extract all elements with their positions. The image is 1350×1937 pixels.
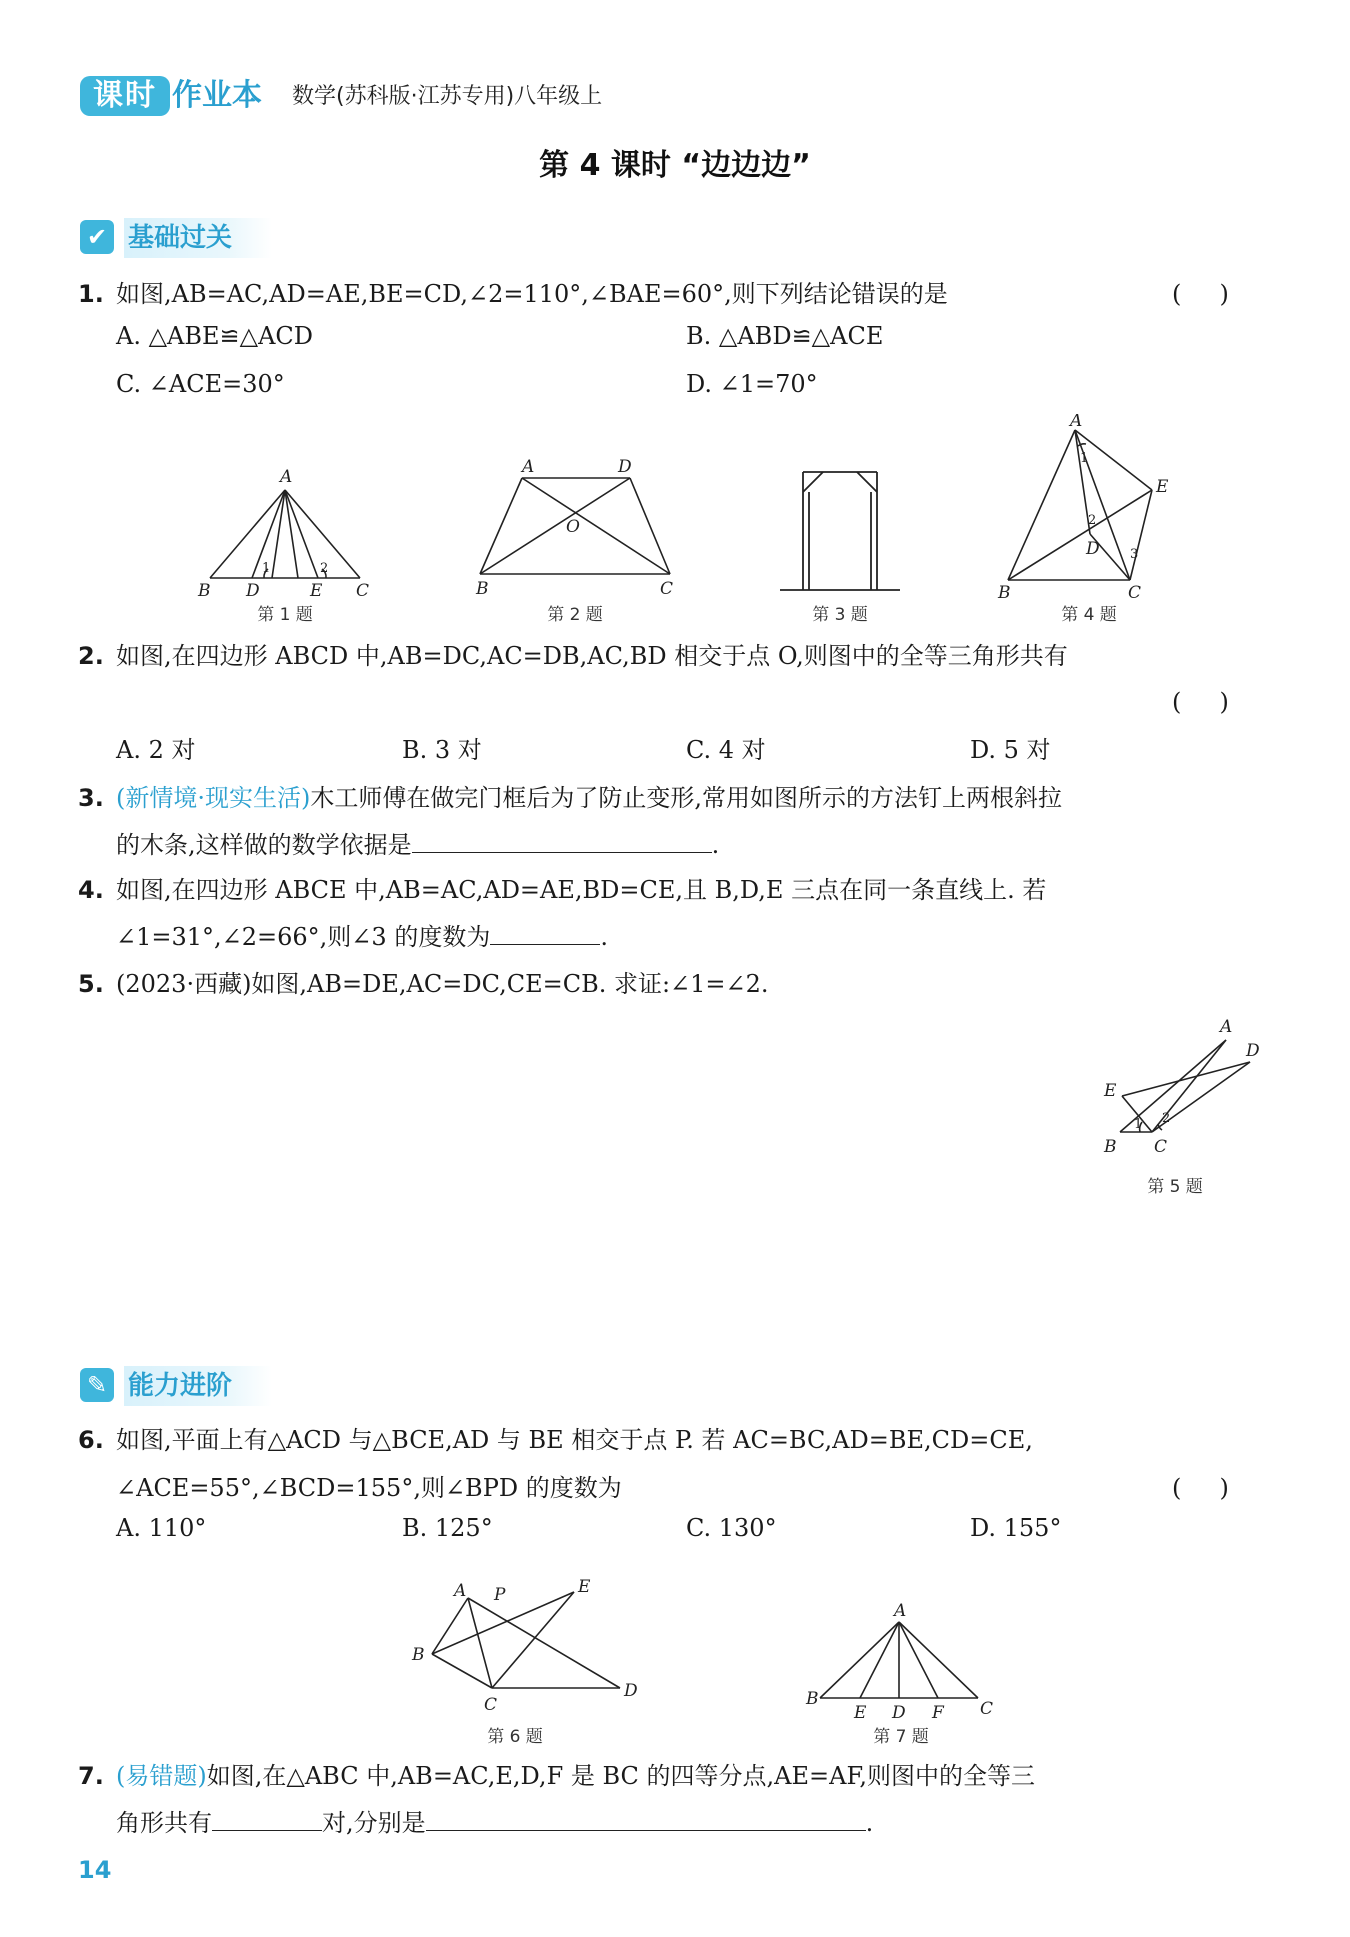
figure-caption: 第 1 题 [257,605,313,625]
question-tag: (易错题) [116,1762,207,1790]
figure-caption: 第 5 题 [1147,1177,1203,1197]
figure-1 [190,460,390,600]
point-label: A [1220,1017,1233,1037]
answer-paren[interactable]: ( ) [1172,688,1229,716]
angle-label: 3 [1130,547,1139,562]
question-text-line: 角形共有 [116,1809,212,1837]
question-text-line: ∠ACE=55°,∠BCD=155°,则∠BPD 的度数为 [116,1474,622,1502]
lesson-title: 第 4 课时 “边边边” [539,148,811,183]
point-label: D [624,1681,638,1701]
question-7 [0,1754,1350,1798]
question-number: 5. [78,970,104,998]
question-text: (2023·西藏)如图,AB=DE,AC=DC,CE=CB. 求证:∠1=∠2. [116,970,769,998]
point-label: A [1070,414,1083,431]
answer-blank[interactable] [490,914,600,945]
answer-blank-count[interactable] [212,1800,322,1831]
question-6-line2 [0,1466,1350,1510]
option-a[interactable]: A. 2 对 [116,736,196,764]
figure-caption: 第 4 题 [1061,605,1117,625]
question-text: 如图,AB=AC,AD=AE,BE=CD,∠2=110°,∠BAE=60°,则下列结论错误的是 [116,280,948,308]
angle-label: 1 [1080,451,1089,466]
point-label: F [932,1703,944,1723]
question-text: 如图,平面上有△ACD 与△BCE,AD 与 BE 相交于点 P. 若 AC=BC,AD=BE,CD=CE, [116,1426,1033,1454]
point-label: E [1156,477,1169,497]
angle-label: 2 [1162,1111,1171,1126]
option-d[interactable]: D. 155° [970,1514,1062,1542]
figure-caption: 第 3 题 [812,605,868,625]
point-label: D [1246,1041,1260,1061]
question-3 [0,776,1350,820]
question-number: 4. [78,876,104,904]
point-label: O [566,517,580,537]
option-b[interactable]: B. 3 对 [402,736,482,764]
question-4-line2 [116,914,608,959]
question-2-paren-row [0,680,1350,724]
figure-7 [800,1600,1000,1724]
option-c[interactable]: C. 130° [686,1514,777,1542]
brand-logo: 课时 [80,76,170,116]
point-label: A [280,467,293,487]
point-label: B [476,579,489,599]
figure-caption: 第 6 题 [487,1727,543,1747]
option-c[interactable]: C. ∠ACE=30° [116,370,285,398]
angle-label: 2 [1088,513,1097,528]
answer-blank-pairs[interactable] [426,1800,866,1831]
answer-paren[interactable]: ( ) [1172,1474,1229,1502]
figure-6 [380,1570,650,1720]
question-number: 3. [78,784,104,812]
point-label: B [412,1645,425,1665]
figure-5 [1090,1012,1270,1162]
angle-label: 1 [1134,1117,1143,1132]
question-text-line: ∠1=31°,∠2=66°,则∠3 的度数为 [116,923,491,951]
brand-name: 作业本 [172,78,262,113]
point-label: E [578,1577,591,1597]
option-d[interactable]: D. 5 对 [970,736,1051,764]
section-header-advanced [80,1366,480,1406]
point-label: B [806,1689,819,1709]
section-header-basic [80,218,480,258]
point-label: C [1154,1137,1168,1157]
section-label: 基础过关 [124,218,272,258]
point-label: D [618,457,632,477]
question-text: 如图,在四边形 ABCD 中,AB=DC,AC=DB,AC,BD 相交于点 O,则图中的全等三角形共有 [116,642,1068,670]
point-label: E [1104,1081,1117,1101]
page-number: 14 [78,1856,112,1884]
point-label: D [246,581,260,600]
sentence-end: . [865,1809,874,1837]
question-tag: (新情境·现实生活) [116,784,311,812]
point-label: A [522,457,535,477]
question-4 [0,868,1350,912]
pencil-icon: ✎ [80,1368,114,1402]
figure-2 [470,456,690,600]
check-icon: ✔ [80,220,114,254]
point-label: C [660,579,674,599]
question-3-line2 [116,822,719,867]
angle-label: 1 [262,561,271,576]
point-label: C [356,581,370,600]
point-label: A [454,1581,467,1601]
question-number: 6. [78,1426,104,1454]
question-text-line: 的木条,这样做的数学依据是 [116,831,412,859]
option-a[interactable]: A. 110° [116,1514,207,1542]
answer-paren[interactable]: ( ) [1172,280,1229,308]
point-label: P [494,1585,506,1605]
point-label: C [484,1695,498,1715]
point-label: D [892,1703,906,1723]
question-1 [0,272,1350,316]
point-label: B [998,583,1011,600]
point-label: A [894,1601,907,1621]
point-label: E [854,1703,867,1723]
question-text-line: 对,分别是 [322,1809,426,1837]
question-text-line: 木工师傅在做完门框后为了防止变形,常用如图所示的方法钉上两根斜拉 [310,784,1062,812]
option-b[interactable]: B. 125° [402,1514,493,1542]
sentence-end: . [711,831,720,859]
book-subject: 数学(苏科版·江苏专用)八年级上 [292,84,603,109]
answer-blank[interactable] [412,822,712,853]
figure-caption: 第 7 题 [873,1727,929,1747]
question-number: 7. [78,1762,104,1790]
figure-caption: 第 2 题 [547,605,603,625]
point-label: B [1104,1137,1117,1157]
point-label: D [1086,539,1100,559]
figure-4 [990,414,1190,600]
option-c[interactable]: C. 4 对 [686,736,766,764]
point-label: E [310,581,323,600]
option-d[interactable]: D. ∠1=70° [686,370,818,398]
sentence-end: . [600,923,608,951]
figure-3-door-frame [775,466,905,600]
question-text: 如图,在四边形 ABCE 中,AB=AC,AD=AE,BD=CE,且 B,D,E 三点在同一条直线上. 若 [116,876,1047,904]
question-6 [0,1418,1350,1462]
question-text [116,776,1062,820]
question-number: 2. [78,642,104,670]
question-number: 1. [78,280,104,308]
question-7-line2 [116,1800,873,1845]
point-label: C [980,1699,994,1719]
question-text [116,1754,1035,1798]
point-label: C [1128,583,1142,600]
question-2 [0,634,1350,678]
proof-answer-area[interactable] [116,1010,1076,1340]
option-a[interactable]: A. △ABE≌△ACD [116,322,314,350]
section-label: 能力进阶 [124,1366,272,1406]
question-5 [0,962,1350,1006]
question-text-line: 如图,在△ABC 中,AB=AC,E,D,F 是 BC 的四等分点,AE=AF,则图中的全等三 [206,1762,1036,1790]
angle-label: 2 [320,561,329,576]
point-label: B [198,581,211,600]
option-b[interactable]: B. △ABD≌△ACE [686,322,884,350]
